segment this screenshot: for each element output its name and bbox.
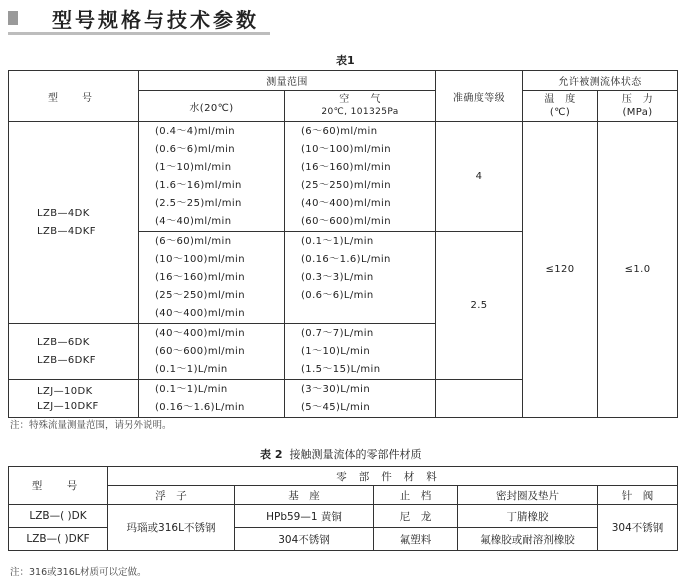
table2-caption: 表 2 接触测量流体的零部件材质 [260,448,422,461]
model-cell-10dk [9,380,139,418]
header-air: 空 气 20℃, 101325Pa [285,91,436,122]
page-title: 型号规格与技术参数 [52,8,259,32]
header-pressure: 压 力 (MPa) [598,91,678,122]
model-name: LZJ—10DK [37,385,93,397]
model-name: LZB—4DKF [37,225,96,237]
accuracy-value-2-5: 2.5 [436,232,523,380]
header-parts-material: 零部件材料 [108,467,678,486]
air-range-cell: (3～30)L/min (5～45)L/min [285,380,436,418]
header-temperature: 温 度 (℃) [523,91,598,122]
header-square-marker [8,11,18,25]
base-material-dk: HPb59—1 黄铜 [235,505,374,528]
spec-table [8,70,678,418]
materials-table [8,466,678,551]
water-range-cell: (40～400)ml/min (60～600)ml/min (0.1～1)L/min [139,324,285,380]
water-range-cell: (0.1～1)L/min (0.16～1.6)L/min [139,380,285,418]
header-fluid-state: 允许被测流体状态 [523,71,678,91]
needle-valve-material: 304不锈钢 [598,505,678,551]
header-seal: 密封圈及垫片 [458,486,598,505]
header-accuracy: 准确度等级 [436,71,523,122]
float-material: 玛瑙或316L不锈钢 [108,505,235,551]
model-name: LZB—6DK [37,336,90,348]
stop-material-dkf: 氟塑料 [374,528,458,551]
accuracy-value-4: 4 [436,122,523,232]
air-range-cell: (0.7～7)L/min (1～10)L/min (1.5～15)L/min [285,324,436,380]
seal-material-dk: 丁腈橡胶 [458,505,598,528]
model-dk: LZB—( )DK [9,505,108,528]
table1-caption: 表1 [336,54,355,67]
table1-note: 注：特殊流量测量范围，请另外说明。 [10,420,172,431]
water-range-cell: (6～60)ml/min (10～100)ml/min (16～160)ml/min (25～250)ml/min (40～400)ml/min [139,232,285,324]
header-water: 水(20℃) [139,91,285,122]
accuracy-empty-cell [436,380,523,418]
model-name: LZB—4DK [37,207,90,219]
air-range-cell: (6～60)ml/min (10～100)ml/min (16～160)ml/min (25～250)ml/min (40～400)ml/min (60～600)ml/min [285,122,436,232]
model-dkf: LZB—( )DKF [9,528,108,551]
pressure-value: ≤1.0 [598,122,678,418]
header-underline [8,32,270,35]
header-model: 型 号 [9,467,108,505]
header-stop: 止 档 [374,486,458,505]
header-range: 测量范围 [139,71,436,91]
model-name: LZB—6DKF [37,354,96,366]
air-range-cell: (0.1～1)L/min (0.16～1.6)L/min (0.3～3)L/min (0.6～6)L/min [285,232,436,324]
base-material-dkf: 304不锈钢 [235,528,374,551]
table2-note: 注：316或316L材质可以定做。 [10,567,147,578]
model-name: LZJ—10DKF [37,400,99,412]
water-range-cell: (0.4～4)ml/min (0.6～6)ml/min (1～10)ml/min (1.6～16)ml/min (2.5～25)ml/min (4～40)ml/min [139,122,285,232]
model-cell-4dk [9,122,139,324]
header-float: 浮 子 [108,486,235,505]
stop-material-dk: 尼 龙 [374,505,458,528]
model-cell-6dk [9,324,139,380]
seal-material-dkf: 氟橡胶或耐溶剂橡胶 [458,528,598,551]
header-model: 型 号 [9,71,139,122]
temperature-value: ≤120 [523,122,598,418]
header-needle-valve: 针 阀 [598,486,678,505]
header-base: 基 座 [235,486,374,505]
